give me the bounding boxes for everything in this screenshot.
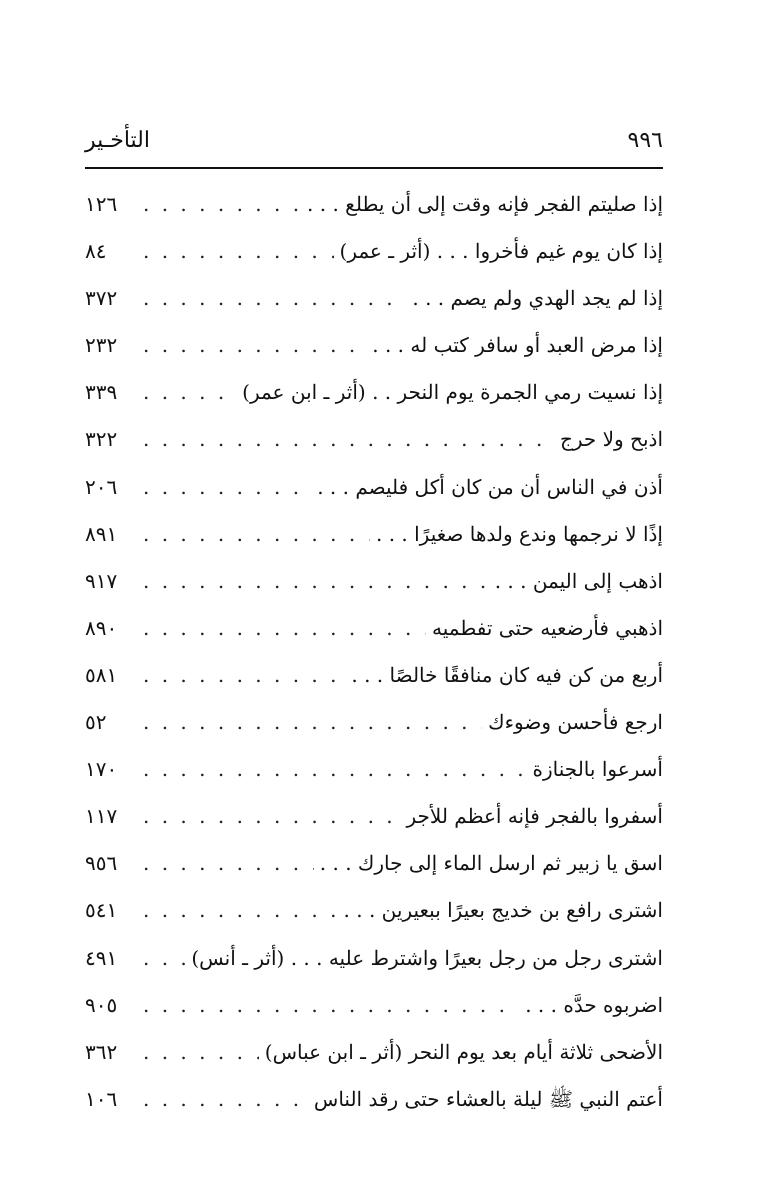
index-entries-list [85, 190, 663, 1132]
index-entry [85, 1085, 663, 1132]
index-entry [85, 190, 663, 237]
index-entry [85, 802, 663, 849]
entry-page-number: ٨٤ [85, 239, 107, 264]
index-entry [85, 378, 663, 425]
index-entry [85, 425, 663, 472]
entry-page-number: ٢٣٢ [85, 333, 118, 358]
dot-leader [143, 1085, 308, 1113]
index-entry [85, 896, 663, 943]
entry-page-number: ٣٦٢ [85, 1039, 118, 1064]
dot-leader [143, 944, 185, 972]
dot-leader [143, 425, 554, 453]
index-entry [85, 991, 663, 1038]
index-entry [85, 614, 663, 661]
running-title: التأخـير [85, 128, 150, 153]
entry-text: اذبح ولا حرج [559, 427, 663, 452]
entry-text: إذا لم يجد الهدي ولم يصم . . . [412, 286, 663, 311]
dot-leader [143, 331, 366, 359]
entry-text: اذهبي فأرضعيه حتى تفطميه [432, 615, 663, 640]
page-header [85, 128, 663, 162]
dot-leader [143, 520, 370, 548]
entry-page-number: ٨٩١ [85, 521, 118, 546]
header-rule [85, 167, 663, 169]
dot-leader [143, 284, 406, 312]
dot-leader [143, 849, 314, 877]
index-entry [85, 473, 663, 520]
index-entry [85, 1038, 663, 1085]
entry-text: اسق يا زبير ثم ارسل الماء إلى جارك . . . [319, 851, 663, 876]
index-entry [85, 755, 663, 802]
index-entry [85, 849, 663, 896]
entry-text: أربع من كن فيه كان منافقًا خالصًا . . . [351, 662, 663, 687]
entry-page-number: ٣٧٢ [85, 286, 118, 311]
entry-text: إذا نسيت رمي الجمرة يوم النحر . . (أثر ـ ابن عمر) [242, 380, 663, 405]
entry-page-number: ١٢٦ [85, 192, 118, 216]
entry-page-number: ٤٩١ [85, 945, 118, 970]
index-entry [85, 567, 663, 614]
dot-leader [143, 378, 236, 406]
index-entry [85, 661, 663, 708]
dot-leader [143, 190, 301, 218]
index-entry [85, 284, 663, 331]
entry-text: الأضحى ثلاثة أيام بعد يوم النحر (أثر ـ ابن عباس) [264, 1039, 663, 1064]
dot-leader [143, 991, 519, 1019]
entry-page-number: ٥٤١ [85, 898, 118, 923]
dot-leader [143, 473, 311, 501]
entry-text: إذا كان يوم غيم فأخروا . . . (أثر ـ عمر) [339, 239, 663, 264]
index-entry [85, 944, 663, 991]
dot-leader [143, 567, 489, 595]
dot-leader [143, 614, 426, 642]
entry-page-number: ٩٠٥ [85, 992, 118, 1017]
page-number: ٩٩٦ [627, 128, 663, 153]
dot-leader [143, 896, 338, 924]
dot-leader [143, 1038, 259, 1066]
dot-leader [143, 802, 400, 830]
entry-text: إذا مرض العبد أو سافر كتب له . . . [372, 333, 663, 358]
entry-page-number: ٩٥٦ [85, 851, 118, 876]
entry-page-number: ٥٨١ [85, 662, 118, 687]
dot-leader [143, 708, 482, 736]
index-entry [85, 520, 663, 567]
dot-leader [143, 755, 527, 783]
index-entry [85, 331, 663, 378]
entry-text: أذن في الناس أن من كان أكل فليصم . . . [317, 474, 663, 499]
entry-page-number: ٣٢٢ [85, 427, 118, 452]
entry-page-number: ٨٩٠ [85, 615, 118, 640]
entry-page-number: ١٧٠ [85, 757, 118, 782]
entry-text: إذا صليتم الفجر فإنه وقت إلى أن يطلع . . . [307, 192, 663, 216]
entry-page-number: ٢٠٦ [85, 474, 118, 499]
entry-text: أسفروا بالفجر فإنه أعظم للأجر [406, 804, 663, 829]
entry-text: اذهب إلى اليمن . . . [494, 568, 663, 593]
dot-leader [143, 661, 345, 689]
index-entry [85, 708, 663, 755]
entry-page-number: ٥٢ [85, 710, 107, 735]
entry-text: اضربوه حدَّه . . . [525, 992, 663, 1017]
entry-text: اشترى رافع بن خديج بعيرًا ببعيرين . . . [343, 898, 663, 923]
entry-page-number: ٣٣٩ [85, 380, 118, 405]
entry-text: أسرعوا بالجنازة [532, 757, 663, 782]
entry-text: ارجع فأحسن وضوءك [488, 710, 663, 735]
entry-text: إذًا لا نرجمها وندع ولدها صغيرًا . . . [375, 521, 663, 546]
entry-text: أعتم النبي ﷺ ليلة بالعشاء حتى رقد الناس [313, 1086, 663, 1111]
dot-leader [143, 237, 334, 265]
entry-text: اشترى رجل من رجل بعيرًا واشترط عليه . . . (أثر ـ أنس) [191, 945, 663, 970]
entry-page-number: ٩١٧ [85, 568, 118, 593]
entry-page-number: ١١٧ [85, 804, 118, 829]
index-entry [85, 237, 663, 284]
entry-page-number: ١٠٦ [85, 1086, 118, 1111]
